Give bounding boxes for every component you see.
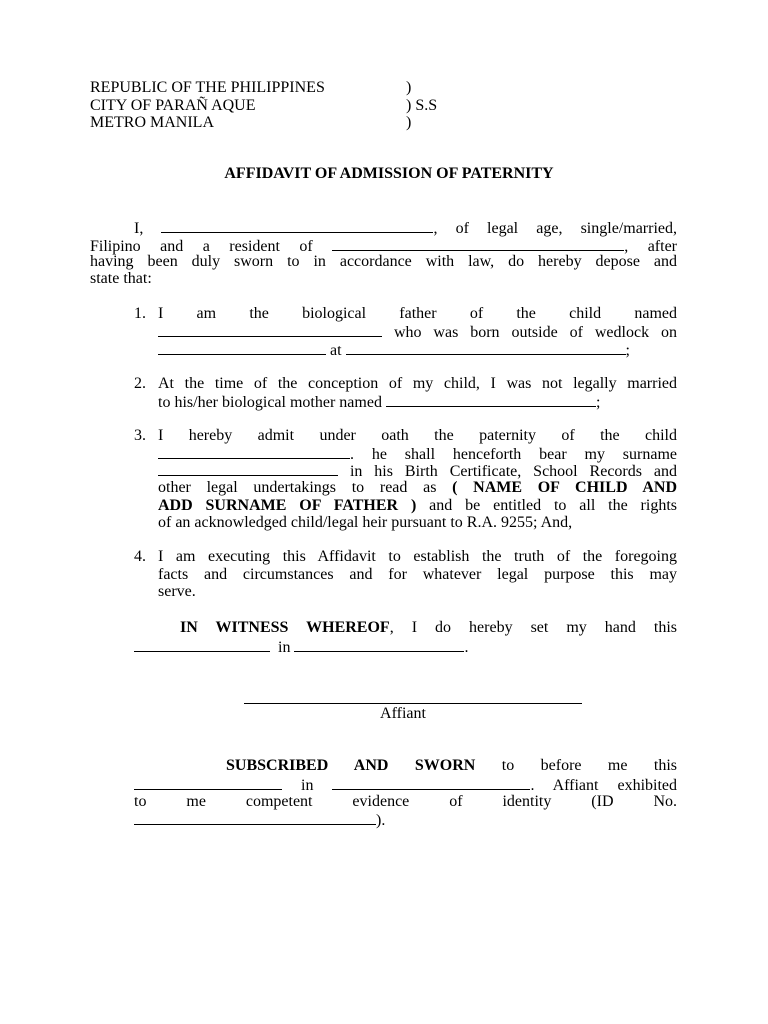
item-1-semicolon: ; bbox=[625, 342, 630, 359]
jurat-in: in bbox=[301, 777, 314, 794]
item-4-line-2: facts and circumstances and for whatever legal purpose this may bbox=[158, 566, 677, 583]
id-number-blank bbox=[134, 810, 376, 825]
jurat-subscribed: SUBSCRIBED AND SWORN bbox=[226, 757, 476, 774]
intro-line-4: state that: bbox=[90, 270, 152, 287]
item-2-mother: to his/her biological mother named bbox=[158, 394, 382, 411]
item-3-entitled: and be entitled to all the rights bbox=[429, 497, 678, 514]
jurat-line-1 bbox=[226, 757, 677, 775]
header-paren-1: ) bbox=[406, 79, 412, 96]
item-1-number: 1. bbox=[134, 305, 146, 322]
intro-resident: Filipino and a resident of bbox=[90, 238, 313, 255]
jurat-line-4 bbox=[134, 810, 385, 830]
item-3-line-5 bbox=[158, 497, 677, 515]
witness-line-2 bbox=[134, 637, 468, 657]
child-name-blank-2 bbox=[158, 444, 350, 459]
item-1-line-1: I am the biological father of the child named bbox=[158, 305, 677, 322]
header-paren-3: ) bbox=[406, 114, 412, 131]
witness-whereof: IN WITNESS WHEREOF bbox=[180, 619, 390, 636]
item-3-line-6: of an acknowledged child/legal heir pursuant to R.A. 9255; And, bbox=[158, 514, 573, 531]
witness-in: in bbox=[278, 639, 291, 656]
header-metro: METRO MANILA bbox=[90, 114, 214, 131]
witness-date-blank bbox=[134, 637, 270, 652]
witness-line-1 bbox=[180, 619, 677, 637]
birth-date-blank bbox=[158, 340, 326, 355]
item-2-number: 2. bbox=[134, 375, 146, 392]
jurat-before-me: to before me this bbox=[501, 757, 677, 774]
child-name-blank bbox=[158, 322, 382, 337]
affiant-label: Affiant bbox=[380, 705, 426, 722]
header-republic: REPUBLIC OF THE PHILIPPINES bbox=[90, 79, 325, 96]
header-paren-ss: ) S.S bbox=[406, 97, 438, 114]
intro-i: I, bbox=[134, 220, 144, 237]
item-1-born: who was born outside of wedlock on bbox=[393, 324, 678, 341]
intro-line-3: having been duly sworn to in accordance with law, do hereby depose and bbox=[90, 253, 677, 270]
item-3-number: 3. bbox=[134, 427, 146, 444]
item-3-line-3 bbox=[158, 461, 677, 481]
jurat-place-blank bbox=[332, 775, 530, 790]
intro-after: , after bbox=[624, 238, 678, 255]
residence-blank bbox=[332, 236, 624, 251]
item-3-surname: . he shall henceforth bear my surname bbox=[350, 446, 677, 463]
witness-place-blank bbox=[294, 637, 464, 652]
birth-place-blank bbox=[346, 340, 626, 355]
item-4-number: 4. bbox=[134, 548, 146, 565]
item-3-name-of-child: ( NAME OF CHILD AND bbox=[452, 479, 677, 496]
jurat-line-3: to me competent evidence of identity (ID No. bbox=[134, 793, 677, 810]
intro-line-1 bbox=[134, 218, 677, 238]
item-4-line-1: I am executing this Affidavit to establish the truth of the foregoing bbox=[158, 548, 677, 565]
affiant-signature-line bbox=[244, 703, 582, 704]
jurat-date-blank bbox=[134, 775, 282, 790]
intro-legal-age: , of legal age, single/married, bbox=[433, 220, 677, 237]
jurat-line-2 bbox=[134, 775, 677, 795]
item-3-add-surname: ADD SURNAME OF FATHER ) bbox=[158, 497, 417, 514]
item-3-undertakings: other legal undertakings to read as bbox=[158, 479, 437, 496]
item-3-birth-cert: in his Birth Certificate, School Records and bbox=[349, 463, 678, 480]
surname-blank bbox=[158, 461, 338, 476]
item-1-at: at bbox=[330, 342, 342, 359]
witness-period: . bbox=[464, 639, 469, 656]
header-city: CITY OF PARAÑ AQUE bbox=[90, 97, 256, 114]
item-1-line-2 bbox=[158, 322, 677, 342]
item-2-line-1: At the time of the conception of my child, I was not legally married bbox=[158, 375, 677, 392]
jurat-exhibited: . Affiant exhibited bbox=[530, 777, 678, 794]
item-1-line-3 bbox=[158, 340, 630, 360]
affiant-name-blank bbox=[161, 218, 433, 233]
item-4-line-3: serve. bbox=[158, 583, 196, 600]
document-title: AFFIDAVIT OF ADMISSION OF PATERNITY bbox=[224, 165, 554, 182]
item-3-line-4 bbox=[158, 479, 677, 497]
mother-name-blank bbox=[386, 392, 596, 407]
item-3-line-1: I hereby admit under oath the paternity of the child bbox=[158, 427, 677, 444]
item-2-semicolon: ; bbox=[595, 394, 601, 411]
witness-hand: , I do hereby set my hand this bbox=[389, 619, 678, 636]
item-2-line-2 bbox=[158, 392, 600, 412]
jurat-close: ). bbox=[376, 812, 386, 829]
